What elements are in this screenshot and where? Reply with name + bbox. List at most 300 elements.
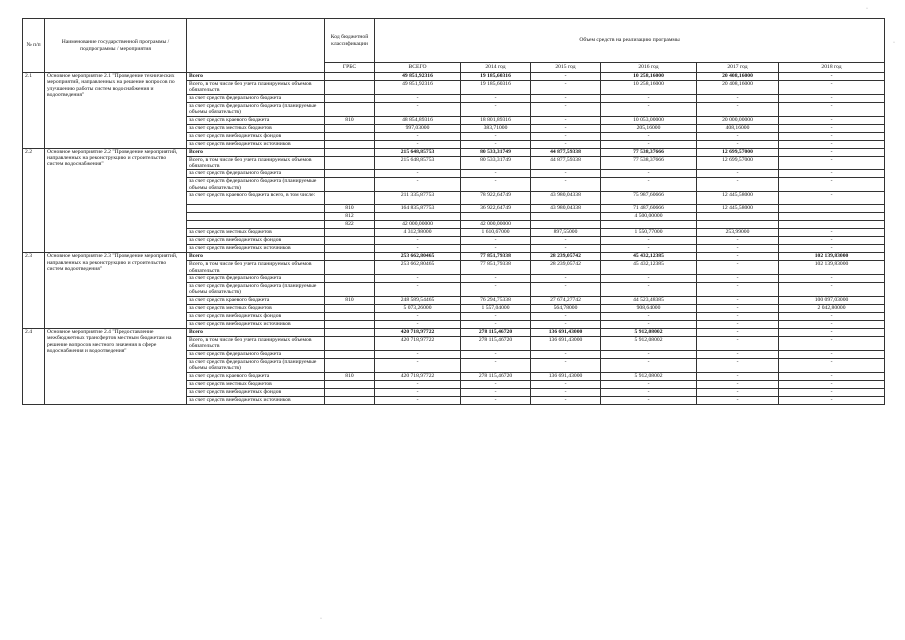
- amount-total: 42 000,00000: [375, 221, 461, 229]
- amount-total: 4 312,98000: [375, 229, 461, 237]
- amount-2016: 10 258,16000: [601, 73, 697, 81]
- amount-2014: 18 801,89316: [461, 116, 531, 124]
- amount-2014: 42 000,00000: [461, 221, 531, 229]
- funding-source-label: за счет средств федерального бюджета (планируемые объемы обязательств): [187, 283, 325, 297]
- group-number: 2.2: [23, 148, 45, 253]
- grbs-code: [325, 396, 375, 404]
- header-total: ВСЕГО: [375, 63, 461, 73]
- amount-2017: 20 408,16000: [697, 81, 779, 95]
- amount-2016: 4 500,00000: [601, 213, 697, 221]
- amount-total: -: [375, 312, 461, 320]
- amount-2016: [601, 221, 697, 229]
- amount-2018: 102 139,83000: [779, 261, 885, 275]
- amount-2014: 76 294,75338: [461, 296, 531, 304]
- amount-total: 48 854,89316: [375, 116, 461, 124]
- funding-source-label: за счет средств местных бюджетов: [187, 304, 325, 312]
- amount-2018: -: [779, 237, 885, 245]
- header-year-2014: 2014 год: [461, 63, 531, 73]
- amount-2016: -: [601, 320, 697, 328]
- funding-source-label: за счет средств федерального бюджета: [187, 94, 325, 102]
- amount-total: 420 718,97722: [375, 328, 461, 336]
- amount-2015: -: [531, 237, 601, 245]
- amount-2014: -: [461, 140, 531, 148]
- grbs-code: [325, 73, 375, 81]
- amount-total: 215 648,85753: [375, 156, 461, 170]
- amount-2015: -: [531, 178, 601, 192]
- amount-2017: [697, 221, 779, 229]
- grbs-code: 810: [325, 116, 375, 124]
- funding-source-label: за счет средств краевого бюджета всего, в том числе:: [187, 192, 325, 205]
- funding-source-label: за счет средств федерального бюджета: [187, 275, 325, 283]
- amount-2015: -: [531, 388, 601, 396]
- amount-2016: -: [601, 358, 697, 372]
- amount-total: -: [375, 358, 461, 372]
- table-row: [23, 148, 885, 156]
- amount-2015: [531, 213, 601, 221]
- amount-2014: 80 533,31749: [461, 148, 531, 156]
- amount-total: 253 662,80465: [375, 261, 461, 275]
- header-volume: Объем средств на реализацию программы: [375, 19, 885, 63]
- amount-2018: -: [779, 312, 885, 320]
- grbs-code: [325, 336, 375, 350]
- amount-total: -: [375, 237, 461, 245]
- amount-2018: -: [779, 358, 885, 372]
- amount-2016: -: [601, 283, 697, 297]
- amount-2016: -: [601, 140, 697, 148]
- grbs-code: [325, 380, 375, 388]
- amount-total: 49 851,92316: [375, 81, 461, 95]
- amount-2018: -: [779, 388, 885, 396]
- amount-total: 253 662,80465: [375, 253, 461, 261]
- funding-source-label: за счет средств федерального бюджета: [187, 170, 325, 178]
- funding-source-label: [187, 221, 325, 229]
- amount-total: -: [375, 178, 461, 192]
- grbs-code: [325, 170, 375, 178]
- amount-2016: -: [601, 380, 697, 388]
- amount-2016: 10 053,00000: [601, 116, 697, 124]
- amount-2016: -: [601, 132, 697, 140]
- funding-source-label: Всего, в том числе без учета планируемых объемов обязательств: [187, 261, 325, 275]
- amount-2018: -: [779, 328, 885, 336]
- funding-source-label: за счет средств внебюджетных фондов: [187, 237, 325, 245]
- amount-2015: 136 691,43000: [531, 336, 601, 350]
- amount-2014: 77 851,79338: [461, 253, 531, 261]
- grbs-code: [325, 350, 375, 358]
- amount-2015: 897,55000: [531, 229, 601, 237]
- amount-2014: 278 115,46720: [461, 328, 531, 336]
- amount-2015: -: [531, 170, 601, 178]
- funding-source-label: за счет средств краевого бюджета: [187, 116, 325, 124]
- program-funding-table-sheet: [22, 18, 884, 405]
- grbs-code: [325, 156, 375, 170]
- amount-2018: -: [779, 320, 885, 328]
- amount-total: 49 851,92316: [375, 73, 461, 81]
- grbs-code: [325, 261, 375, 275]
- grbs-code: 822: [325, 221, 375, 229]
- amount-total: 211 335,87753: [375, 192, 461, 205]
- amount-total: 420 718,97722: [375, 336, 461, 350]
- funding-source-label: за счет средств краевого бюджета: [187, 372, 325, 380]
- amount-2016: 205,16000: [601, 124, 697, 132]
- amount-2016: 45 432,12385: [601, 261, 697, 275]
- group-number: 2.4: [23, 328, 45, 404]
- funding-source-label: за счет средств внебюджетных фондов: [187, 132, 325, 140]
- amount-total: -: [375, 170, 461, 178]
- grbs-code: [325, 237, 375, 245]
- grbs-code: [325, 253, 375, 261]
- amount-2016: 77 538,37666: [601, 148, 697, 156]
- amount-2014: -: [461, 275, 531, 283]
- header-year-2017: 2017 год: [697, 63, 779, 73]
- amount-2016: 5 912,08002: [601, 372, 697, 380]
- amount-2015: 27 674,27742: [531, 296, 601, 304]
- amount-2018: -: [779, 192, 885, 205]
- grbs-code: [325, 102, 375, 116]
- amount-2014: 1 610,67000: [461, 229, 531, 237]
- amount-2016: -: [601, 94, 697, 102]
- amount-2016: -: [601, 170, 697, 178]
- amount-total: 164 835,87753: [375, 205, 461, 213]
- amount-2015: 564,78000: [531, 304, 601, 312]
- grbs-code: [325, 328, 375, 336]
- amount-2018: -: [779, 148, 885, 156]
- amount-total: -: [375, 320, 461, 328]
- amount-2018: -: [779, 336, 885, 350]
- amount-2015: -: [531, 140, 601, 148]
- amount-2015: -: [531, 116, 601, 124]
- amount-2017: -: [697, 275, 779, 283]
- amount-2014: 278 115,46720: [461, 336, 531, 350]
- amount-2014: 77 851,79338: [461, 261, 531, 275]
- amount-2015: 43 980,04338: [531, 192, 601, 205]
- funding-source-label: за счет средств внебюджетных источников: [187, 140, 325, 148]
- amount-2017: -: [697, 320, 779, 328]
- amount-2017: -: [697, 358, 779, 372]
- funding-source-label: за счет средств краевого бюджета: [187, 296, 325, 304]
- amount-2017: -: [697, 237, 779, 245]
- grbs-code: 812: [325, 213, 375, 221]
- amount-2014: -: [461, 178, 531, 192]
- grbs-code: [325, 81, 375, 95]
- amount-2014: -: [461, 312, 531, 320]
- amount-2018: -: [779, 73, 885, 81]
- header-name: Наименование государственной программы / подпрограммы / мероприятия: [45, 19, 187, 73]
- amount-2014: [461, 213, 531, 221]
- amount-2017: 12 445,58000: [697, 192, 779, 205]
- amount-2017: [697, 213, 779, 221]
- amount-2014: -: [461, 283, 531, 297]
- amount-2018: 102 139,83000: [779, 253, 885, 261]
- amount-2015: 43 980,04338: [531, 205, 601, 213]
- funding-source-label: Всего: [187, 328, 325, 336]
- funding-source-label: за счет средств внебюджетных фондов: [187, 312, 325, 320]
- amount-2015: -: [531, 312, 601, 320]
- amount-total: -: [375, 388, 461, 396]
- amount-2017: -: [697, 283, 779, 297]
- amount-2014: -: [461, 132, 531, 140]
- amount-2014: 80 533,31749: [461, 156, 531, 170]
- group-title: Основное мероприятие 2.3 "Проведение мероприятий, направленных на реконструкцию и строительство систем водоотведения": [45, 253, 187, 329]
- grbs-code: [325, 178, 375, 192]
- amount-2015: 136 691,43000: [531, 372, 601, 380]
- amount-2014: -: [461, 380, 531, 388]
- funding-source-label: [187, 213, 325, 221]
- grbs-code: [325, 283, 375, 297]
- amount-2018: -: [779, 396, 885, 404]
- table-body: [23, 19, 885, 405]
- corner-mark-right: ·: [893, 40, 895, 46]
- amount-2017: -: [697, 261, 779, 275]
- amount-total: 248 589,54465: [375, 296, 461, 304]
- amount-2017: -: [697, 350, 779, 358]
- amount-2017: 12 445,58000: [697, 205, 779, 213]
- amount-2017: -: [697, 170, 779, 178]
- amount-total: [375, 213, 461, 221]
- grbs-code: [325, 132, 375, 140]
- amount-2015: -: [531, 245, 601, 253]
- amount-2014: 278 115,46720: [461, 372, 531, 380]
- amount-2014: 19 185,60316: [461, 73, 531, 81]
- table-row: [23, 328, 885, 336]
- amount-total: -: [375, 275, 461, 283]
- program-funding-table: [22, 18, 885, 405]
- amount-2014: -: [461, 350, 531, 358]
- grbs-code: [325, 275, 375, 283]
- header-year-2015: 2015 год: [531, 63, 601, 73]
- grbs-code: [325, 388, 375, 396]
- amount-2018: 100 097,03000: [779, 296, 885, 304]
- grbs-code: [325, 148, 375, 156]
- amount-2016: -: [601, 312, 697, 320]
- amount-2018: -: [779, 140, 885, 148]
- corner-mark-top: ·: [866, 6, 868, 12]
- amount-2017: -: [697, 178, 779, 192]
- amount-2015: -: [531, 124, 601, 132]
- amount-2015: -: [531, 350, 601, 358]
- amount-2017: -: [697, 102, 779, 116]
- amount-2014: -: [461, 388, 531, 396]
- amount-2014: 383,71000: [461, 124, 531, 132]
- amount-total: 215 648,85753: [375, 148, 461, 156]
- funding-source-label: за счет средств внебюджетных источников: [187, 245, 325, 253]
- amount-2018: -: [779, 170, 885, 178]
- table-row: [23, 253, 885, 261]
- amount-2015: -: [531, 73, 601, 81]
- funding-source-label: за счет средств местных бюджетов: [187, 124, 325, 132]
- grbs-code: [325, 124, 375, 132]
- amount-2016: -: [601, 178, 697, 192]
- amount-total: -: [375, 396, 461, 404]
- funding-source-label: за счет средств местных бюджетов: [187, 229, 325, 237]
- amount-total: -: [375, 132, 461, 140]
- funding-source-label: за счет средств федерального бюджета (планируемые объемы обязательств): [187, 102, 325, 116]
- amount-2015: -: [531, 275, 601, 283]
- amount-2018: -: [779, 124, 885, 132]
- amount-total: -: [375, 140, 461, 148]
- funding-source-label: Всего, в том числе без учета планируемых объемов обязательств: [187, 156, 325, 170]
- amount-2017: -: [697, 396, 779, 404]
- amount-2015: -: [531, 102, 601, 116]
- header-code: Код бюджетной классификации: [325, 19, 375, 63]
- header-year-2018: 2018 год: [779, 63, 885, 73]
- amount-2016: 1 550,77000: [601, 229, 697, 237]
- amount-2018: -: [779, 275, 885, 283]
- funding-source-label: за счет средств внебюджетных источников: [187, 320, 325, 328]
- funding-source-label: Всего: [187, 253, 325, 261]
- grbs-code: 810: [325, 296, 375, 304]
- amount-2016: -: [601, 275, 697, 283]
- group-number: 2.3: [23, 253, 45, 329]
- amount-2014: 78 922,64749: [461, 192, 531, 205]
- amount-2014: 19 185,60316: [461, 81, 531, 95]
- amount-2018: -: [779, 380, 885, 388]
- amount-2017: -: [697, 372, 779, 380]
- amount-2018: -: [779, 178, 885, 192]
- amount-2017: -: [697, 336, 779, 350]
- funding-source-label: за счет средств федерального бюджета (планируемые объемы обязательств): [187, 178, 325, 192]
- amount-2017: -: [697, 94, 779, 102]
- amount-2014: -: [461, 245, 531, 253]
- amount-2015: 136 691,43000: [531, 328, 601, 336]
- amount-2014: -: [461, 320, 531, 328]
- amount-2017: -: [697, 253, 779, 261]
- amount-2014: 1 557,04000: [461, 304, 531, 312]
- amount-2018: -: [779, 81, 885, 95]
- amount-2017: -: [697, 312, 779, 320]
- amount-2018: -: [779, 372, 885, 380]
- header-year-2016: 2016 год: [601, 63, 697, 73]
- amount-2017: 408,16000: [697, 124, 779, 132]
- grbs-code: [325, 140, 375, 148]
- amount-2018: -: [779, 350, 885, 358]
- amount-2015: -: [531, 283, 601, 297]
- amount-2014: -: [461, 170, 531, 178]
- grbs-code: [325, 94, 375, 102]
- amount-2017: -: [697, 380, 779, 388]
- amount-2015: [531, 221, 601, 229]
- grbs-code: [325, 229, 375, 237]
- amount-2017: 12 699,57000: [697, 148, 779, 156]
- funding-source-label: за счет средств местных бюджетов: [187, 380, 325, 388]
- amount-2018: -: [779, 229, 885, 237]
- amount-2017: -: [697, 296, 779, 304]
- amount-2014: -: [461, 358, 531, 372]
- amount-2016: -: [601, 388, 697, 396]
- amount-2016: 77 538,37666: [601, 156, 697, 170]
- amount-total: -: [375, 283, 461, 297]
- amount-2016: 10 258,16000: [601, 81, 697, 95]
- funding-source-label: [187, 205, 325, 213]
- grbs-code: [325, 320, 375, 328]
- amount-2018: -: [779, 132, 885, 140]
- amount-2018: [779, 205, 885, 213]
- amount-2014: -: [461, 396, 531, 404]
- amount-2016: 75 987,60666: [601, 192, 697, 205]
- amount-2014: -: [461, 102, 531, 116]
- amount-2015: -: [531, 132, 601, 140]
- funding-source-label: за счет средств внебюджетных фондов: [187, 388, 325, 396]
- amount-2017: -: [697, 140, 779, 148]
- amount-2015: 28 239,05742: [531, 253, 601, 261]
- amount-2016: 908,64000: [601, 304, 697, 312]
- amount-2016: 5 912,08002: [601, 336, 697, 350]
- amount-total: -: [375, 245, 461, 253]
- amount-2016: -: [601, 245, 697, 253]
- amount-2016: -: [601, 396, 697, 404]
- amount-2014: -: [461, 237, 531, 245]
- amount-2015: -: [531, 396, 601, 404]
- amount-2017: 253,99000: [697, 229, 779, 237]
- amount-total: -: [375, 350, 461, 358]
- grbs-code: 810: [325, 372, 375, 380]
- header-num: № п/п: [23, 19, 45, 73]
- group-number: 2.1: [23, 73, 45, 149]
- funding-source-label: Всего, в том числе без учета планируемых объемов обязательств: [187, 81, 325, 95]
- amount-2017: 20 408,16000: [697, 73, 779, 81]
- amount-2017: 12 699,57000: [697, 156, 779, 170]
- amount-2015: -: [531, 94, 601, 102]
- amount-2018: -: [779, 245, 885, 253]
- amount-total: -: [375, 380, 461, 388]
- group-title: Основное мероприятие 2.4 "Предоставление межбюджетных трансфертов местным бюджетам на решение вопросов местного значения в сфере водоснабжения и водоотведения": [45, 328, 187, 404]
- funding-source-label: за счет средств внебюджетных источников: [187, 396, 325, 404]
- grbs-code: 810: [325, 205, 375, 213]
- amount-2015: -: [531, 81, 601, 95]
- grbs-code: [325, 245, 375, 253]
- amount-2018: -: [779, 94, 885, 102]
- amount-total: -: [375, 102, 461, 116]
- header-blank: [187, 19, 325, 73]
- funding-source-label: Всего: [187, 73, 325, 81]
- amount-2016: 5 912,08002: [601, 328, 697, 336]
- funding-source-label: за счет средств федерального бюджета: [187, 350, 325, 358]
- amount-2014: -: [461, 94, 531, 102]
- amount-2018: [779, 213, 885, 221]
- amount-2017: -: [697, 328, 779, 336]
- page-mark-bottom: ·: [320, 616, 322, 622]
- grbs-code: [325, 304, 375, 312]
- amount-total: 5 073,26000: [375, 304, 461, 312]
- funding-source-label: за счет средств федерального бюджета (планируемые объемы обязательств): [187, 358, 325, 372]
- amount-2017: -: [697, 132, 779, 140]
- amount-2018: [779, 221, 885, 229]
- amount-2015: 28 239,05742: [531, 261, 601, 275]
- amount-2017: -: [697, 388, 779, 396]
- amount-2015: 44 877,59338: [531, 156, 601, 170]
- grbs-code: [325, 358, 375, 372]
- amount-2017: 20 000,00000: [697, 116, 779, 124]
- amount-total: 997,03000: [375, 124, 461, 132]
- amount-2018: -: [779, 116, 885, 124]
- header-grbs: ГРБС: [325, 63, 375, 73]
- amount-total: -: [375, 94, 461, 102]
- amount-2016: -: [601, 102, 697, 116]
- amount-2018: 2 042,80000: [779, 304, 885, 312]
- amount-2018: -: [779, 283, 885, 297]
- amount-total: 420 718,97722: [375, 372, 461, 380]
- amount-2018: -: [779, 102, 885, 116]
- group-title: Основное мероприятие 2.2 "Проведение мероприятий, направленных на реконструкцию и строительство систем водоснабжения": [45, 148, 187, 253]
- amount-2016: 44 523,48385: [601, 296, 697, 304]
- funding-source-label: Всего: [187, 148, 325, 156]
- amount-2016: 45 432,12385: [601, 253, 697, 261]
- amount-2016: -: [601, 350, 697, 358]
- amount-2017: -: [697, 304, 779, 312]
- grbs-code: [325, 312, 375, 320]
- amount-2015: -: [531, 320, 601, 328]
- table-row: [23, 73, 885, 81]
- group-title: Основное мероприятие 2.1 "Проведение технических мероприятий, направленных на решение вопросов по улучшению работы систем водоснабжения и водоотведения": [45, 73, 187, 149]
